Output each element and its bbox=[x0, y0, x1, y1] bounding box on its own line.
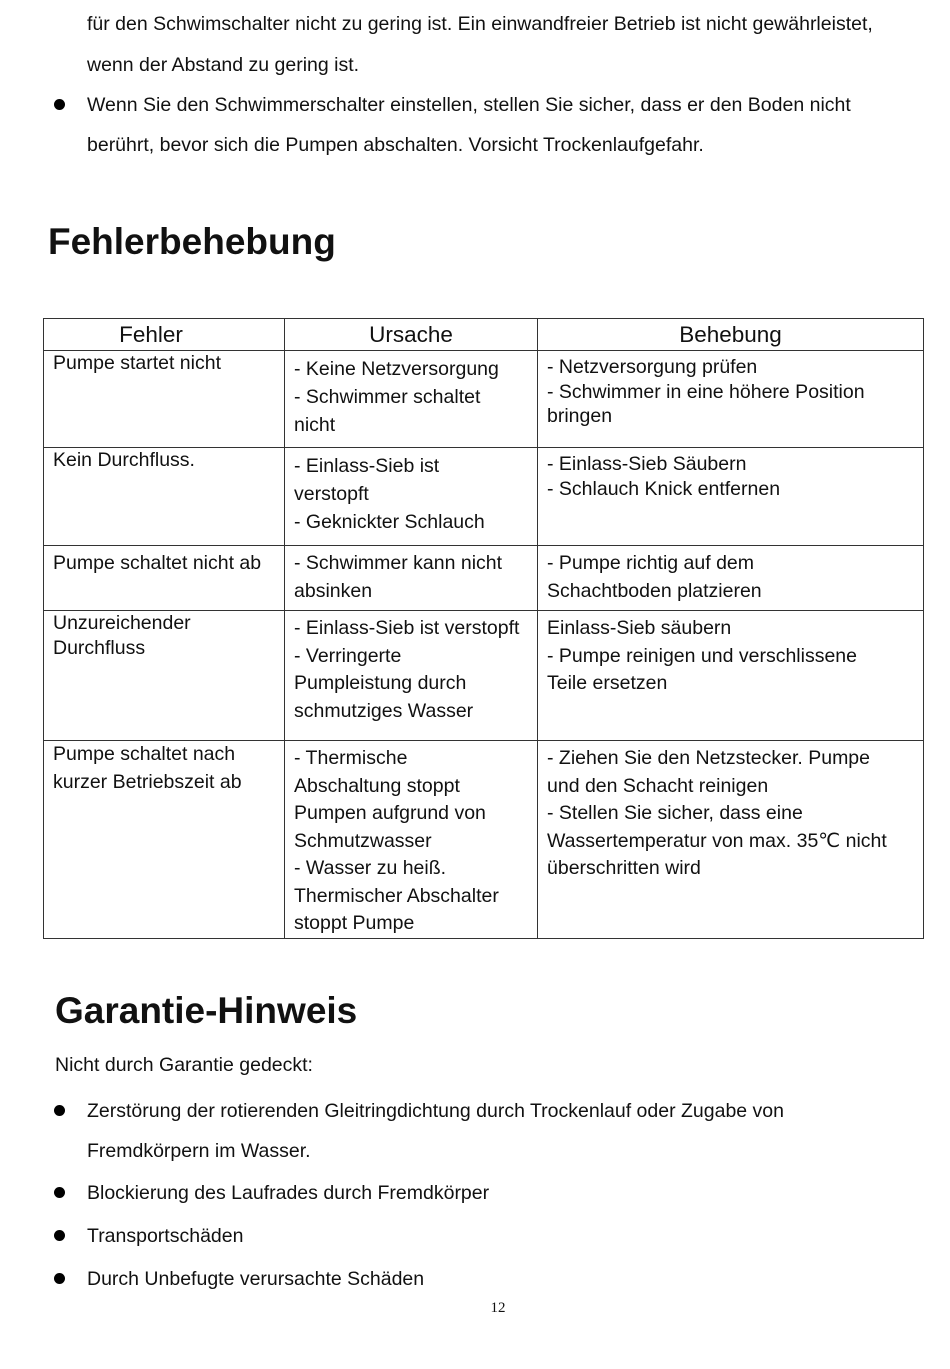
warranty-intro: Nicht durch Garantie gedeckt: bbox=[55, 1054, 313, 1076]
fault-text: Kein Durchfluss. bbox=[53, 449, 195, 471]
cause-cell bbox=[285, 741, 538, 939]
cause-cell bbox=[285, 351, 538, 448]
warranty-heading: Garantie-Hinweis bbox=[55, 990, 358, 1031]
fix-cell bbox=[538, 448, 924, 546]
fault-text: Pumpe schaltet nach kurzer Betriebszeit ab bbox=[53, 743, 242, 793]
bullet-icon bbox=[54, 1230, 65, 1241]
intro-bullet-line-1: Wenn Sie den Schwimmerschalter einstellen, stellen Sie sicher, dass er den Boden nicht bbox=[87, 94, 851, 116]
bullet-icon bbox=[54, 99, 65, 110]
fix-text: Einlass-Sieb säubern - Pumpe reinigen und verschlissene Teile ersetzen bbox=[547, 617, 858, 694]
cause-text: - Keine Netzversorgung - Schwimmer schaltet nicht bbox=[294, 358, 499, 436]
column-header-cause: Ursache bbox=[285, 319, 538, 351]
cause-text: - Einlass-Sieb ist verstopft - Verringerte Pumpleistung durch schmutziges Wasser bbox=[294, 617, 520, 722]
fault-cell bbox=[44, 741, 285, 939]
fault-cell bbox=[44, 546, 285, 611]
fault-text: Unzureichender Durchfluss bbox=[53, 612, 191, 659]
table-row bbox=[44, 448, 924, 546]
fix-cell bbox=[538, 546, 924, 611]
fix-cell bbox=[538, 351, 924, 448]
fix-text: - Ziehen Sie den Netzstecker. Pumpe und den Schacht reinigen - Stellen Sie sicher, dass eine Wassertemperatur von max. 35℃ nicht überschritten wird bbox=[547, 747, 887, 879]
intro-continued-line-2: wenn der Abstand zu gering ist. bbox=[87, 54, 360, 76]
page-number: 12 bbox=[490, 1300, 506, 1316]
cause-text: - Thermische Abschaltung stoppt Pumpen aufgrund von Schmutzwasser - Wasser zu heiß. Thermischer Abschalter stoppt Pumpe bbox=[294, 747, 499, 934]
fix-cell bbox=[538, 611, 924, 741]
fault-text: Pumpe startet nicht bbox=[53, 352, 221, 374]
fix-text: - Netzversorgung prüfen - Schwimmer in eine höhere Position bringen bbox=[547, 356, 865, 427]
warranty-item: Durch Unbefugte verursachte Schäden bbox=[87, 1268, 425, 1290]
troubleshooting-table bbox=[43, 318, 924, 939]
fault-text: Pumpe schaltet nicht ab bbox=[53, 552, 262, 574]
fix-cell bbox=[538, 741, 924, 939]
bullet-icon bbox=[54, 1273, 65, 1284]
table-row bbox=[44, 741, 924, 939]
cause-text: - Schwimmer kann nicht absinken bbox=[294, 552, 503, 602]
intro-continued-line-1: für den Schwimschalter nicht zu gering ist. Ein einwandfreier Betrieb ist nicht gewährleistet, bbox=[87, 13, 873, 35]
cause-cell bbox=[285, 546, 538, 611]
table-header-row bbox=[44, 319, 924, 351]
warranty-item: Blockierung des Laufrades durch Fremdkörper bbox=[87, 1182, 490, 1204]
table-row bbox=[44, 351, 924, 448]
warranty-item: Transportschäden bbox=[87, 1225, 244, 1247]
fix-text: - Pumpe richtig auf dem Schachtboden platzieren bbox=[547, 552, 762, 602]
column-header-fix: Behebung bbox=[538, 319, 924, 351]
troubleshooting-heading: Fehlerbehebung bbox=[48, 221, 336, 262]
table-row bbox=[44, 611, 924, 741]
warranty-item-continued: Fremdkörpern im Wasser. bbox=[87, 1140, 311, 1162]
intro-bullet-line-2: berührt, bevor sich die Pumpen abschalten. Vorsicht Trockenlaufgefahr. bbox=[87, 134, 704, 156]
fault-cell bbox=[44, 351, 285, 448]
cause-cell bbox=[285, 611, 538, 741]
bullet-icon bbox=[54, 1105, 65, 1116]
fault-cell bbox=[44, 448, 285, 546]
cause-cell bbox=[285, 448, 538, 546]
table-row bbox=[44, 546, 924, 611]
warranty-item: Zerstörung der rotierenden Gleitringdichtung durch Trockenlauf oder Zugabe von bbox=[87, 1100, 784, 1122]
cause-text: - Einlass-Sieb ist verstopft - Geknickter Schlauch bbox=[294, 455, 485, 533]
fix-text: - Einlass-Sieb Säubern - Schlauch Knick entfernen bbox=[547, 453, 781, 500]
bullet-icon bbox=[54, 1187, 65, 1198]
column-header-fault: Fehler bbox=[44, 319, 285, 351]
fault-cell bbox=[44, 611, 285, 741]
